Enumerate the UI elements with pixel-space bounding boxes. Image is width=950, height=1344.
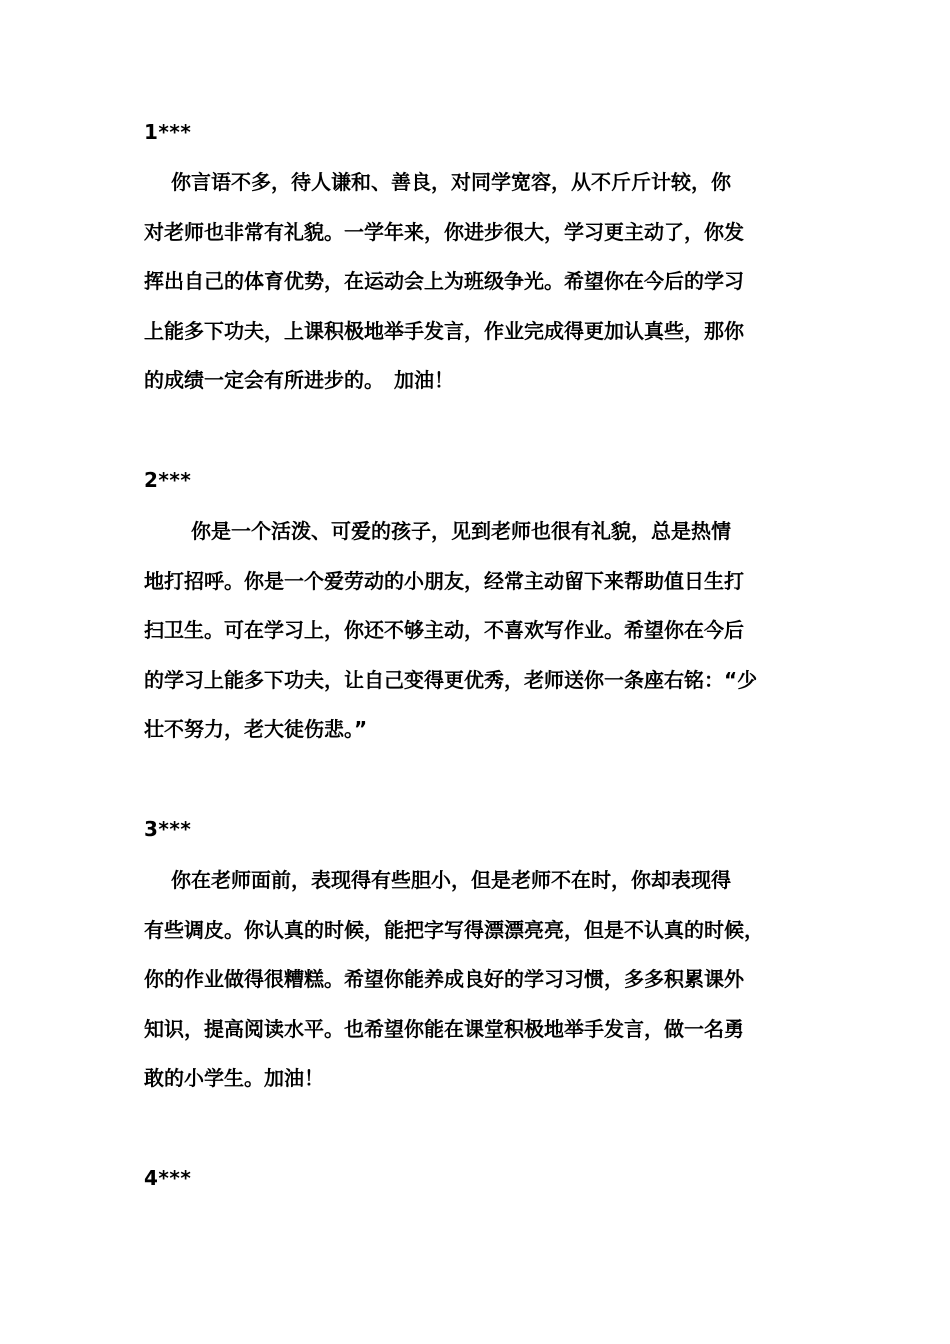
comment-line: 挥出自己的体育优势，在运动会上为班级争光。希望你在今后的学习 bbox=[144, 269, 744, 293]
entry-heading-1: 1*** bbox=[144, 120, 192, 144]
comment-line: 你是一个活泼、可爱的孩子，见到老师也很有礼貌，总是热情 bbox=[144, 519, 731, 543]
comment-line: 你在老师面前，表现得有些胆小，但是老师不在时，你却表现得 bbox=[144, 868, 731, 892]
entry-heading-3: 3*** bbox=[144, 817, 192, 841]
entry-comment-2 bbox=[144, 507, 814, 755]
comment-line: 的成绩一定会有所进步的。 加油！ bbox=[144, 368, 454, 392]
comment-line: 有些调皮。你认真的时候，能把字写得漂漂亮亮，但是不认真的时候， bbox=[144, 917, 764, 942]
comment-line: 对老师也非常有礼貌。一学年来，你进步很大，学习更主动了，你发 bbox=[144, 219, 744, 244]
entry-comment-1 bbox=[144, 158, 814, 406]
comment-line: 知识，提高阅读水平。也希望你能在课堂积极地举手发言，做一名勇 bbox=[144, 1016, 744, 1041]
comment-line: 敢的小学生。加油！ bbox=[144, 1066, 324, 1090]
comment-line: 你的作业做得很糟糕。希望你能养成良好的学习习惯，多多积累课外 bbox=[144, 967, 744, 991]
comment-line: 你言语不多，待人谦和、善良，对同学宽容，从不斤斤计较，你 bbox=[144, 170, 731, 194]
entry-comment-3 bbox=[144, 856, 814, 1104]
comment-line: 壮不努力，老大徒伤悲。” bbox=[144, 717, 368, 741]
comment-line: 上能多下功夫，上课积极地举手发言，作业完成得更加认真些，那你 bbox=[144, 318, 744, 343]
comment-line: 地打招呼。你是一个爱劳动的小朋友，经常主动留下来帮助值日生打 bbox=[144, 568, 744, 593]
entry-heading-4: 4*** bbox=[144, 1166, 192, 1190]
comment-line: 扫卫生。可在学习上，你还不够主动，不喜欢写作业。希望你在今后 bbox=[144, 618, 744, 642]
entry-heading-2: 2*** bbox=[144, 468, 192, 492]
comment-line: 的学习上能多下功夫，让自己变得更优秀，老师送你一条座右铭：“少 bbox=[144, 667, 758, 692]
